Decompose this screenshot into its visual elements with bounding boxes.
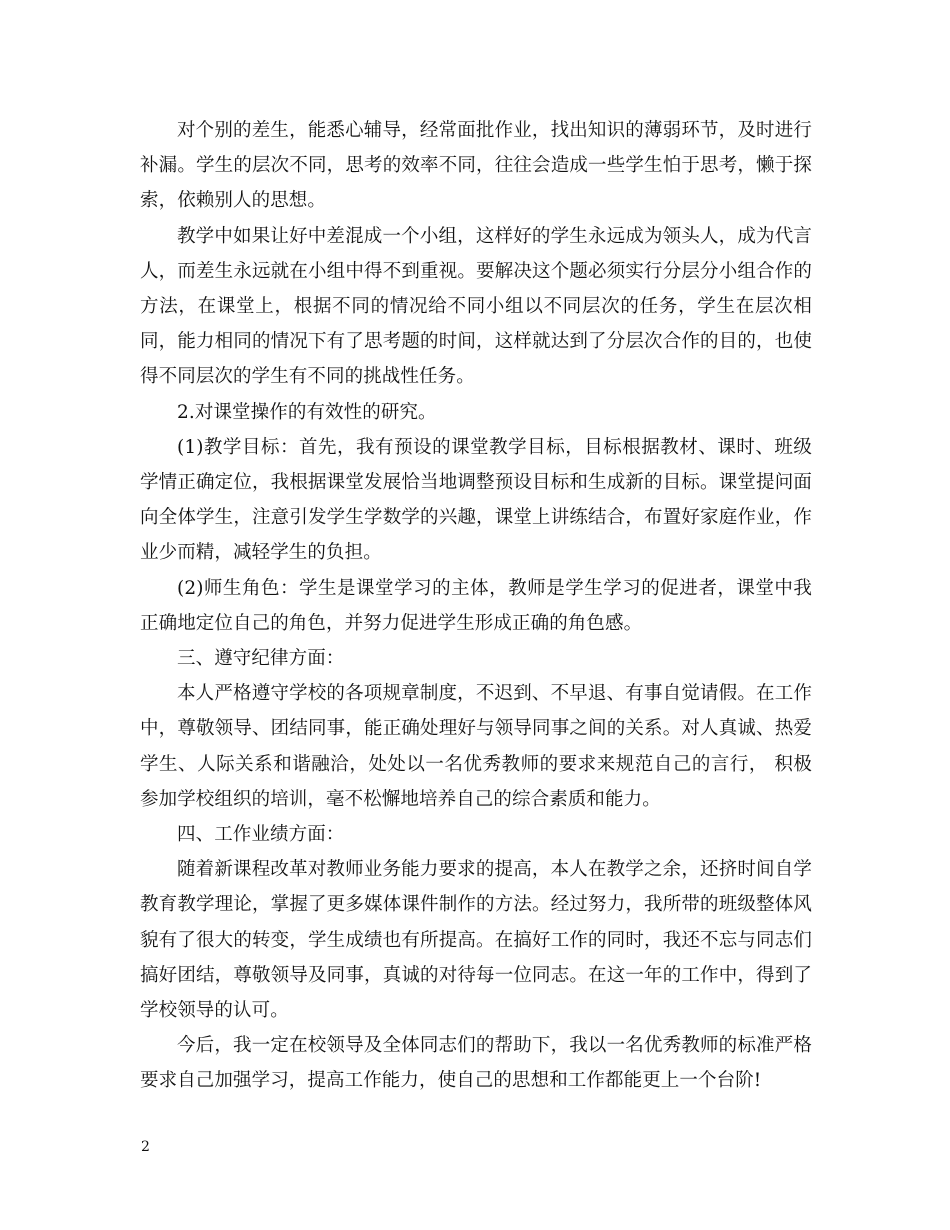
document-body [140, 113, 812, 1099]
section-heading: 三、遵守纪律方面： [177, 648, 345, 670]
paragraph: 教学中如果让好中差混成一个小组，这样好的学生永远成为领头人，成为代言人，而差生永远就在小组中得不到重视。要解决这个题必须实行分层分小组合作的方法，在课堂上，根据不同的情况给不同小组以不同层次的任务，学生在层次相同，能力相同的情况下有了思考题的时间，这样就达到了分层次合作的目的，也使得不同层次的学生有不同的挑战性任务。 [140, 225, 812, 388]
paragraph: 随着新课程改革对教师业务能力要求的提高，本人在教学之余，还挤时间自学教育教学理论，掌握了更多媒体课件制作的方法。经过努力，我所带的班级整体风貌有了很大的转变，学生成绩也有所提高。在搞好工作的同时，我还不忘与同志们搞好团结，尊敬领导及同事，真诚的对待每一位同志。在这一年的工作中，得到了学校领导的认可。 [140, 859, 812, 1022]
section-heading: 四、工作业绩方面： [177, 824, 345, 846]
paragraph: (2)师生角色：学生是课堂学习的主体，教师是学生学习的促进者，课堂中我正确地定位自己的角色，并努力促进学生形成正确的角色感。 [140, 577, 812, 634]
paragraph: 今后，我一定在校领导及全体同志们的帮助下，我以一名优秀教师的标准严格要求自己加强学习，提高工作能力，使自己的思想和工作都能更上一个台阶! [140, 1035, 812, 1092]
paragraph: (1)教学目标：首先，我有预设的课堂教学目标，目标根据教材、课时、班级学情正确定位，我根据课堂发展恰当地调整预设目标和生成新的目标。课堂提问面向全体学生，注意引发学生学数学的兴趣，课堂上讲练结合，布置好家庭作业，作业少而精，减轻学生的负担。 [140, 436, 812, 564]
paragraph: 对个别的差生，能悉心辅导，经常面批作业，找出知识的薄弱环节，及时进行补漏。学生的层次不同，思考的效率不同，往往会造成一些学生怕于思考，懒于探索，依赖别人的思想。 [140, 120, 812, 212]
paragraph: 2.对课堂操作的有效性的研究。 [177, 401, 437, 423]
paragraph: 本人严格遵守学校的各项规章制度，不迟到、不早退、有事自觉请假。在工作中，尊敬领导、团结同事，能正确处理好与领导同事之间的关系。对人真诚、热爱学生、人际关系和谐融洽，处处以一名优秀教师的要求来规范自己的言行， 积极参加学校组织的培训，毫不松懈地培养自己的综合素质和能力。 [140, 683, 812, 810]
page-number: 2 [141, 1139, 150, 1155]
